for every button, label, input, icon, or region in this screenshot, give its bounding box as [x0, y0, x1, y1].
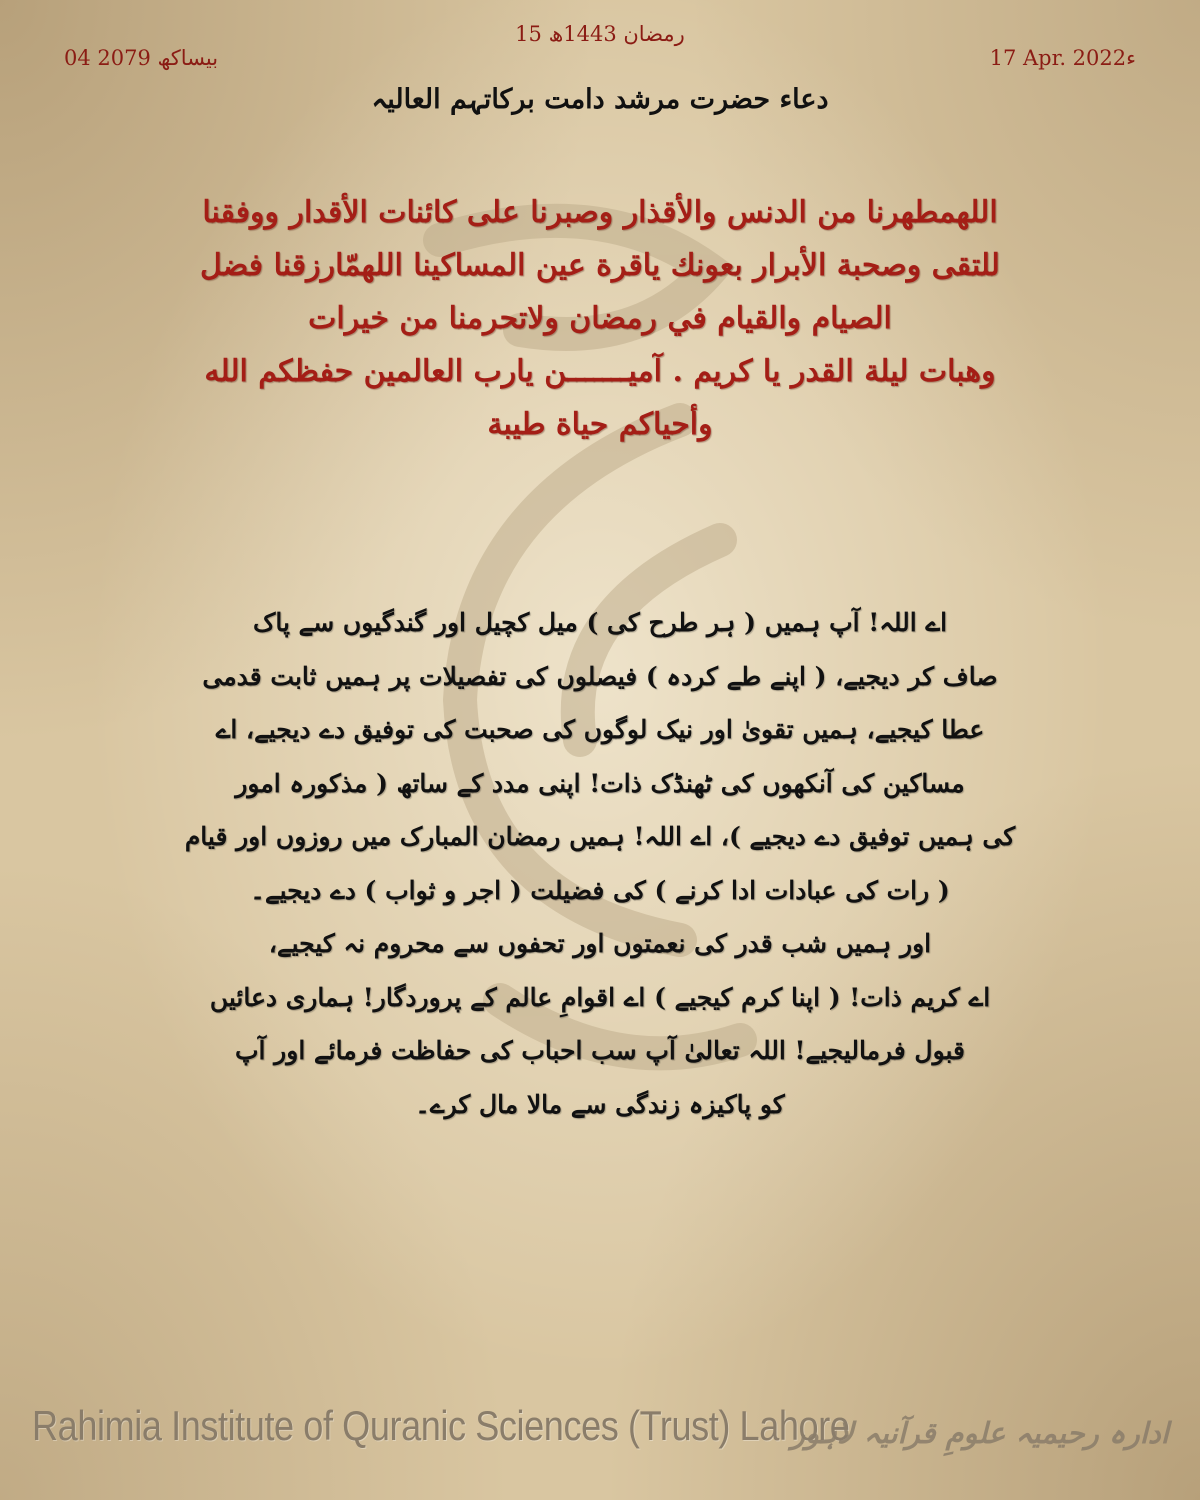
arabic-line: وأحیاکم حیاة طیبة	[487, 407, 713, 442]
urdu-line: اور ہمیں شب قدر کی نعمتوں اور تحفوں سے محروم نہ کیجیے،	[268, 929, 932, 958]
arabic-line: للتقی وصحبة الأبرار بعونك یاقرة عین المساکینا اللھمّارزقنا فضل	[200, 248, 1000, 283]
urdu-line: اے اللہ! آپ ہمیں ( ہر طرح کی ) میل کچیل اور گندگیوں سے پاک	[252, 608, 948, 637]
urdu-line: اے کریم ذات! ( اپنا کرم کیجیے ) اے اقوامِ عالم کے پروردگار! ہماری دعائیں	[209, 982, 991, 1012]
hijri-date: 15 رمضان 1443ھ	[515, 22, 685, 46]
urdu-line: کو پاکیزہ زندگی سے مالا مال کرے۔	[415, 1089, 785, 1119]
urdu-line: مساکین کی آنکھوں کی ٹھنڈک ذات! اپنی مدد کے ساتھ ( مذکورہ امور	[235, 768, 965, 798]
urdu-line: عطا کیجیے، ہمیں تقویٰ اور نیک لوگوں کی صحبت کی توفیق دے دیجیے، اے	[215, 715, 985, 744]
urdu-line: کی ہمیں توفیق دے دیجیے )، اے اللہ! ہمیں رمضان المبارک میں روزوں اور قیام	[184, 822, 1016, 851]
arabic-line: اللھمطھرنا من الدنس والأقذار وصبرنا علی کائنات الأقدار ووفقنا	[202, 195, 998, 230]
vikram-date: 04 بیساکھ 2079	[64, 46, 219, 70]
urdu-line: ( رات کی عبادات ادا کرنے ) کی فضیلت ( اجر و ثواب ) دے دیجیے۔	[250, 875, 950, 905]
arabic-dua	[90, 186, 1110, 451]
urdu-line: صاف کر دیجیے، ( اپنے طے کردہ ) فیصلوں کی تفصیلات پر ہمیں ثابت قدمی	[202, 661, 998, 691]
page-title: دعاء حضرت مرشد دامت برکاتہم العالیہ	[371, 84, 829, 115]
institute-name-english: Rahimia Institute of Quranic Sciences (Trust) Lahore	[32, 1402, 850, 1449]
gregorian-date: 17 Apr. 2022ء	[989, 46, 1136, 70]
arabic-line: وھبات لیلة القدر یا کریم . آمیـــــــن یارب العالمین حفظکم الله	[204, 354, 996, 389]
urdu-line: قبول فرمالیجیے! اللہ تعالیٰ آپ سب احباب کی حفاظت فرمائے اور آپ	[234, 1036, 966, 1065]
arabic-line: الصیام والقیام في رمضان ولاتحرمنا من خیرات	[308, 301, 892, 336]
institute-calligraphy-logo: ادارہ رحیمیہ علومِ قرآنیہ لاہور	[791, 1416, 1169, 1450]
urdu-translation	[160, 596, 1040, 1131]
